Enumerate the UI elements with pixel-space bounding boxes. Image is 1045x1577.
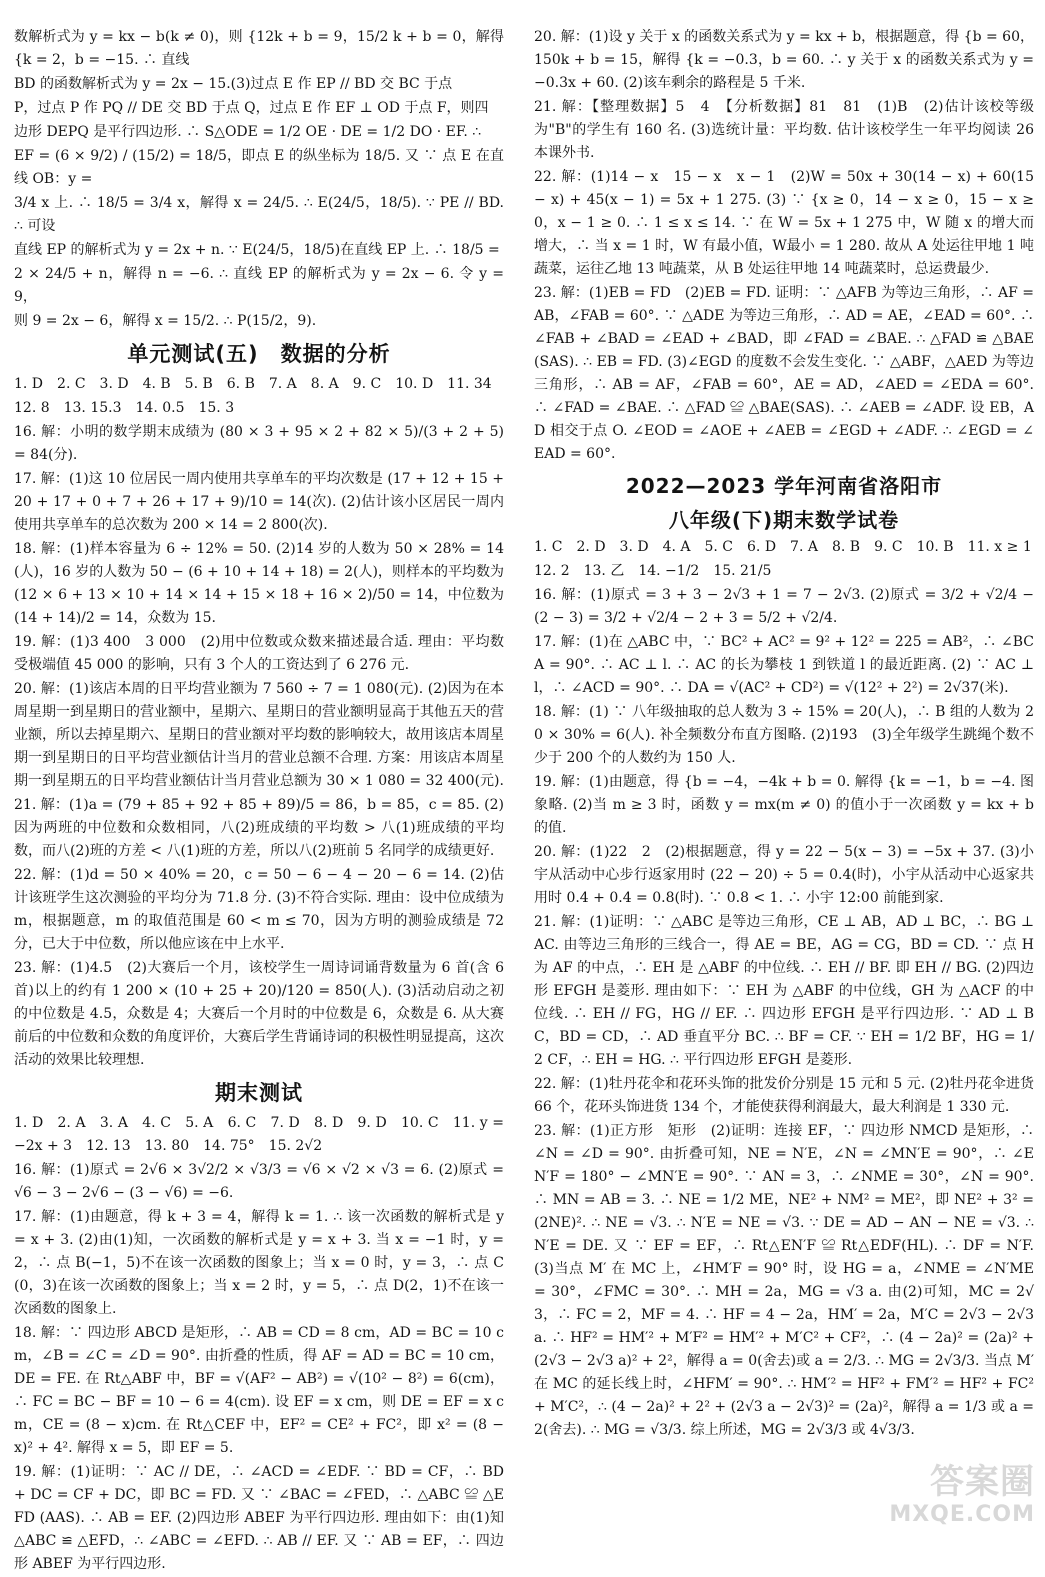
solution-paragraph: EF = (6 × 9/2) / (15/2) = 18/5，即点 E 的纵坐标为 18/5. 又 ∵ 点 E 在直线 OB：y = bbox=[14, 148, 504, 187]
solution-paragraph: 则 9 = 2x − 6，解得 x = 15/2. ∴ P(15/2，9). bbox=[14, 313, 317, 329]
answer-line: 22. 解：(1)牡丹花伞和花环头饰的批发价分别是 15 元和 5 元. (2)牡丹花伞进货 66 个，花环头饰进货 134 个，才能使获得利润最大，最大利润是 1 330 元. bbox=[534, 1076, 1034, 1115]
solution-paragraph: P，过点 P 作 PQ // DE 交 BD 于点 Q，过点 E 作 EF ⊥ OD 于点 F，则四 bbox=[14, 100, 489, 116]
solution-paragraph: BD 的函数解析式为 y = 2x − 15.(3)过点 E 作 EP // BD 交 BC 于点 bbox=[14, 76, 453, 92]
answer-line: 17. 解：(1)由题意，得 k + 3 = 4，解得 k = 1. ∴ 该一次函数的解析式是 y = x + 3. (2)由(1)知，一次函数的解析式是 y = x + 3. 当 x = −1 时，y = 2，∴ 点 B(−1，5)不在该一次函数的图象上；当 x = 0 时，y = 3，∴ 点 C(0，3)在该一次函数的图象上；当 x = 2 时，y = 5，∴ 点 D(2，1)不在该一次函数的图象上. bbox=[14, 1209, 504, 1317]
answer-line: 22. 解：(1)d = 50 × 40% = 20，c = 50 − 6 − 4 − 20 − 6 = 14. (2)估计该班学生这次测验的平均分为 71.8 分. (3)不符合实际. 理由：设中位成绩为 m，根据题意，m 的取值范围是 60 < m ≤ 70，因为方明的测验成绩是 72 分，已大于中位数，所以他应该在中上水平. bbox=[14, 867, 504, 952]
site-watermark bbox=[889, 1462, 1035, 1528]
answer-line: 23. 解：(1)EB = FD (2)EB = FD. 证明：∵ △AFB 为等边三角形，∴ AF = AB，∠FAB = 60°. ∵ △ADE 为等边三角形，∴ AD = AE，∠EAD = 60°. ∴ ∠FAB + ∠BAD = ∠EAD + ∠BAD，即 ∠FAD = ∠BAE. ∴ △FAD ≌ △BAE(SAS). ∴ EB = FD. (3)∠EGD 的度数不会发生变化. ∵ △ABF，△AED 为等边三角形，∴ AB = AF，∠FAB = 60°，AE = AD，∠AED = ∠EDA = 60°. ∴ ∠FAD = ∠BAE. ∴ △FAD ≌ △BAE(SAS). ∴ ∠AEB = ∠ADF. 设 EB，AD 相交于点 O. ∠EOD = ∠AOE + ∠AEB = ∠EGD + ∠ADF. ∴ ∠EGD = ∠EAD = 60°. bbox=[534, 285, 1034, 462]
answer-line: 12. 8 13. 15.3 14. 0.5 15. 3 bbox=[14, 400, 235, 416]
answer-line: 12. 2 13. 乙 14. −1/2 15. 21/5 bbox=[534, 563, 772, 579]
answer-line: 19. 解：(1)证明：∵ AC // DE，∴ ∠ACD = ∠EDF. ∵ BD = CF，∴ BD + DC = CF + DC，即 BC = FD. 又 ∵ ∠BAC = ∠FED，∴ △ABC ≌ △EFD (AAS). ∴ AB = EF. (2)四边形 ABEF 为平行四边形. 理由如下：由(1)知 △ABC ≌ △EFD，∴ ∠ABC = ∠EFD. ∴ AB // EF. 又 ∵ AB = EF，∴ 四边形 ABEF 为平行四边形. bbox=[14, 1464, 504, 1572]
answer-line: 21. 解：(1)a = (79 + 85 + 92 + 85 + 89)/5 = 86，b = 85，c = 85. (2)因为两班的中位数和众数相同，八(2)班成绩的平均数 > 八(1)班成绩的平均数，而八(2)班的方差 < 八(1)班的方差，所以八(2)班前 5 名同学的成绩更好. bbox=[14, 797, 504, 859]
watermark-logo-text: 答案圈 bbox=[930, 1462, 1035, 1502]
answer-line: 1. D 2. A 3. A 4. C 5. A 6. C 7. D 8. D 9. D 10. C 11. y = −2x + 3 12. 13 13. 80 14. 75° 15. 2√2 bbox=[14, 1115, 504, 1154]
answer-line: 18. 解：(1)样本容量为 6 ÷ 12% = 50. (2)14 岁的人数为 50 × 28% = 14 (人)，16 岁的人数为 50 − (6 + 10 + 14 + 18) = 2(人)，则样本的平均数为 (12 × 6 + 13 × 10 + 14 × 14 + 15 × 18 + 16 × 2)/50 = 14，中位数为 (14 + 14)/2 = 14，众数为 15. bbox=[14, 541, 504, 626]
answer-line: 21. 解：(1)证明：∵ △ABC 是等边三角形，CE ⊥ AB，AD ⊥ BC，∴ BG ⊥ AC. 由等边三角形的三线合一，得 AE = BE，AG = CG，BD = CD. ∵ 点 H 为 AF 的中点，∴ EH 是 △ABF 的中位线. ∴ EH // BF. 即 EH // BG. (2)四边形 EFGH 是菱形. 理由如下：∵ EH 为 △ABF 的中位线，GH 为 △ACF 的中位线. ∴ EH // FG，HG // EF. ∴ 四边形 EFGH 是平行四边形. ∵ AD ⊥ BC，BD = CD，∴ AD 垂直平分 BC. ∴ BF = CF. ∵ EH = 1/2 BF，HG = 1/2 CF，∴ EH = HG. ∴ 平行四边形 EFGH 是菱形. bbox=[534, 914, 1034, 1068]
answer-line: 16. 解：(1)原式 = 3 + 3 − 2√3 + 1 = 7 − 2√3. (2)原式 = 3/2 + √2/4 − (2 − 3) = 3/2 + √2/4 − 2 + 3 = 5/2 + √2/4. bbox=[534, 587, 1034, 626]
answer-line: 16. 解：(1)原式 = 2√6 × 3√2/2 × √3/3 = √6 × √2 × √3 = 6. (2)原式 = √6 − 3 − 2√6 − (3 − √6) = −6. bbox=[14, 1162, 504, 1201]
answer-line: 23. 解：(1)4.5 (2)大赛后一个月，该校学生一周诗词诵背数量为 6 首(含 6 首)以上的约有 1 200 × (10 + 25 + 20)/120 = 850(人). (3)活动启动之初的中位数是 4.5，众数是 4；大赛后一个月时的中位数是 6，众数是 6. 从大赛前后的中位数和众数的角度评价，大赛后学生背诵诗词的积极性明显提高，这次活动的效果比较理想. bbox=[14, 960, 504, 1068]
right-column bbox=[534, 26, 1034, 1443]
answer-line: 1. C 2. D 3. D 4. A 5. C 6. D 7. A 8. B 9. C 10. B 11. x ≥ 1 bbox=[534, 539, 1032, 555]
solution-paragraph: 数解析式为 y = kx − b(k ≠ 0)，则 {12k + b = 9，15/2 k + b = 0，解得 {k = 2，b = −15. ∴ 直线 bbox=[14, 29, 504, 68]
answer-line: 18. 解：(1) ∵ 八年级抽取的总人数为 3 ÷ 15% = 20(人)，∴ B 组的人数为 20 × 30% = 6(人). 补全频数分布直方图略. (2)193 (3)全年级学生跳绳个数不少于 200 个的人数约为 150 人. bbox=[534, 704, 1034, 766]
answer-line: 22. 解：(1)14 − x 15 − x x − 1 (2)W = 50x + 30(14 − x) + 60(15 − x) + 45(x − 1) = 5x + 1 275. (3) ∵ {x ≥ 0，14 − x ≥ 0，15 − x ≥ 0，x − 1 ≥ 0. ∴ 1 ≤ x ≤ 14. ∵ 在 W = 5x + 1 275 中，W 随 x 的增大而增大，∴ 当 x = 1 时，W 有最小值，W最小 = 1 280. 故从 A 处运往甲地 1 吨蔬菜，运往乙地 13 吨蔬菜，从 B 处运往甲地 14 吨蔬菜时，总运费最少. bbox=[534, 169, 1034, 277]
section-title-final: 期末测试 bbox=[215, 1081, 303, 1105]
answer-line: 19. 解：(1)3 400 3 000 (2)用中位数或众数来描述最合适. 理由：平均数受极端值 45 000 的影响，只有 3 个人的工资达到了 6 276 元. bbox=[14, 634, 504, 673]
solution-paragraph: 边形 DEPQ 是平行四边形. ∴ S△ODE = 1/2 OE · DE = 1/2 DO · EF. ∴ bbox=[14, 124, 482, 140]
solution-paragraph: 直线 EP 的解析式为 y = 2x + n. ∵ E(24/5，18/5)在直线 EP 上. ∴ 18/5 = bbox=[14, 242, 500, 258]
answer-line: 21. 解：【整理数据】5 4 【分析数据】81 81 (1)B (2)估计该校等级为"B"的学生有 160 名. (3)选统计量：平均数. 估计该校学生一年平均阅读 26 本课外书. bbox=[534, 99, 1034, 161]
answer-line: 23. 解：(1)正方形 矩形 (2)证明：连接 EF，∵ 四边形 NMCD 是矩形，∴ ∠N = ∠D = 90°. 由折叠可知，NE = N′E，∠N = ∠MN′E = 90°，∴ ∠EN′F = 180° − ∠MN′E = 90°. ∵ AN = 3，∴ ∠NME = 30°，∠N = 90°. ∴ MN = AB = 3. ∴ NE = 1/2 ME，NE² + NM² = ME²，即 NE² + 3² = (2NE)². ∴ NE = √3. ∴ N′E = NE = √3. ∵ DE = AD − AN − NE = √3. ∴ N′E = DE. 又 ∵ EF = EF，∴ Rt△EN′F ≌ Rt△EDF(HL). ∴ DF = N′F. (3)当点 M′ 在 MC 上，∠HM′F = 90° 时，设 HG = a，∠NME = ∠N′ME = 30°，∠FMC = 30°. ∴ MH = 2a，MG = √3 a. 由(2)可知，MC = 2√3，∴ FC = 2，MF = 4. ∴ HF = 4 − 2a，HM′ = 2a，M′C = 2√3 − 2√3 a. ∴ HF² = HM′² + M′F² = HM′² + M′C² + CF²，∴ (4 − 2a)² = (2a)² + (2√3 − 2√3 a)² + 2²，解得 a = 0(舍去)或 a = 2/3. ∴ MG = 2√3/3. 当点 M′ 在 MC 的延长线上时，∠HFM′ = 90°. ∴ HM′² = HF² + FM′² = HF² + FC² + M′C²，∴ (4 − 2a)² + 2² + (2√3 a − 2√3)² = (2a)²，解得 a = 1/3 或 a = 2(舍去). ∴ MG = √3/3. 综上所述，MG = 2√3/3 或 4√3/3. bbox=[534, 1123, 1034, 1438]
answer-line: 20. 解：(1)22 2 (2)根据题意，得 y = 22 − 5(x − 3) = −5x + 37. (3)小宇从活动中心步行返家用时 (22 − 20) ÷ 5 = 0.4(时)，小宇从活动中心返家共用时 0.4 + 0.4 = 0.8(时). ∵ 0.8 < 1. ∴ 小宇 12:00 前能到家. bbox=[534, 844, 1034, 906]
watermark-url: MXQE.COM bbox=[889, 1502, 1035, 1527]
section-title-unit5: 单元测试(五) 数据的分析 bbox=[127, 342, 391, 366]
answer-line: 20. 解：(1)设 y 关于 x 的函数关系式为 y = kx + b，根据题意，得 {b = 60，150k + b = 15，解得 {k = −0.3，b = 60. ∴ y 关于 x 的函数关系式为 y = −0.3x + 60. (2)该车剩余的路程是 5 千米. bbox=[534, 29, 1034, 91]
answer-line: 19. 解：(1)由题意，得 {b = −4，−4k + b = 0. 解得 {k = −1，b = −4. 图象略. (2)当 m ≥ 3 时，函数 y = mx(m ≠ 0) 的值小于一次函数 y = kx + b 的值. bbox=[534, 774, 1034, 836]
exam-title-line2: 八年级(下)期末数学试卷 bbox=[668, 508, 900, 532]
answer-line: 18. 解：∵ 四边形 ABCD 是矩形，∴ AB = CD = 8 cm，AD = BC = 10 cm，∠B = ∠C = ∠D = 90°. 由折叠的性质，得 AF = AD = BC = 10 cm，DE = FE. 在 Rt△ABF 中，BF = √(AF² − AB²) = √(10² − 8²) = 6(cm)，∴ FC = BC − BF = 10 − 6 = 4(cm). 设 EF = x cm，则 DE = EF = x cm，CE = (8 − x)cm. 在 Rt△CEF 中，EF² = CE² + FC²，即 x² = (8 − x)² + 4². 解得 x = 5，即 EF = 5. bbox=[14, 1325, 504, 1456]
exam-title-line1: 2022—2023 学年河南省洛阳市 bbox=[625, 474, 943, 498]
left-column bbox=[14, 26, 504, 1577]
answer-line: 17. 解：(1)这 10 位居民一周内使用共享单车的平均次数是 (17 + 12 + 15 + 20 + 17 + 0 + 7 + 26 + 17 + 9)/10 = 14(次). (2)估计该小区居民一周内使用共享单车的总次数为 200 × 14 = 2 800(次). bbox=[14, 471, 504, 533]
answer-line: 20. 解：(1)该店本周的日平均营业额为 7 560 ÷ 7 = 1 080(元). (2)因为在本周星期一到星期日的营业额中，星期六、星期日的营业额明显高于其他五天的营业额，所以去掉星期六、星期日的营业额对平均数的影响较大，故用该店本周星期一到星期日的日平均营业额估计当月的营业总额不合理. 方案：用该店本周星期一到星期五的日平均营业额估计当月营业总额为 30 × 1 080 = 32 400(元). bbox=[14, 681, 504, 789]
answer-line: 16. 解：小明的数学期末成绩为 (80 × 3 + 95 × 2 + 82 × 5)/(3 + 2 + 5) = 84(分). bbox=[14, 424, 504, 463]
solution-paragraph: 2 × 24/5 + n，解得 n = −6. ∴ 直线 EP 的解析式为 y = 2x − 6. 令 y = 9， bbox=[14, 266, 504, 305]
solution-paragraph: 3/4 x 上. ∴ 18/5 = 3/4 x，解得 x = 24/5. ∴ E(24/5，18/5). ∵ PE // BD. ∴ 可设 bbox=[14, 195, 504, 234]
answer-line: 1. D 2. C 3. D 4. B 5. B 6. B 7. A 8. A 9. C 10. D 11. 34 bbox=[14, 376, 492, 392]
answer-line: 17. 解：(1)在 △ABC 中，∵ BC² + AC² = 9² + 12² = 225 = AB²，∴ ∠BCA = 90°. ∴ AC ⊥ l. ∴ AC 的长为攀枝 1 到铁道 l 的最近距离. (2) ∵ AC ⊥ l，∴ ∠ACD = 90°. ∴ DA = √(AC² + CD²) = √(12² + 2²) = 2√37(米). bbox=[534, 634, 1034, 696]
